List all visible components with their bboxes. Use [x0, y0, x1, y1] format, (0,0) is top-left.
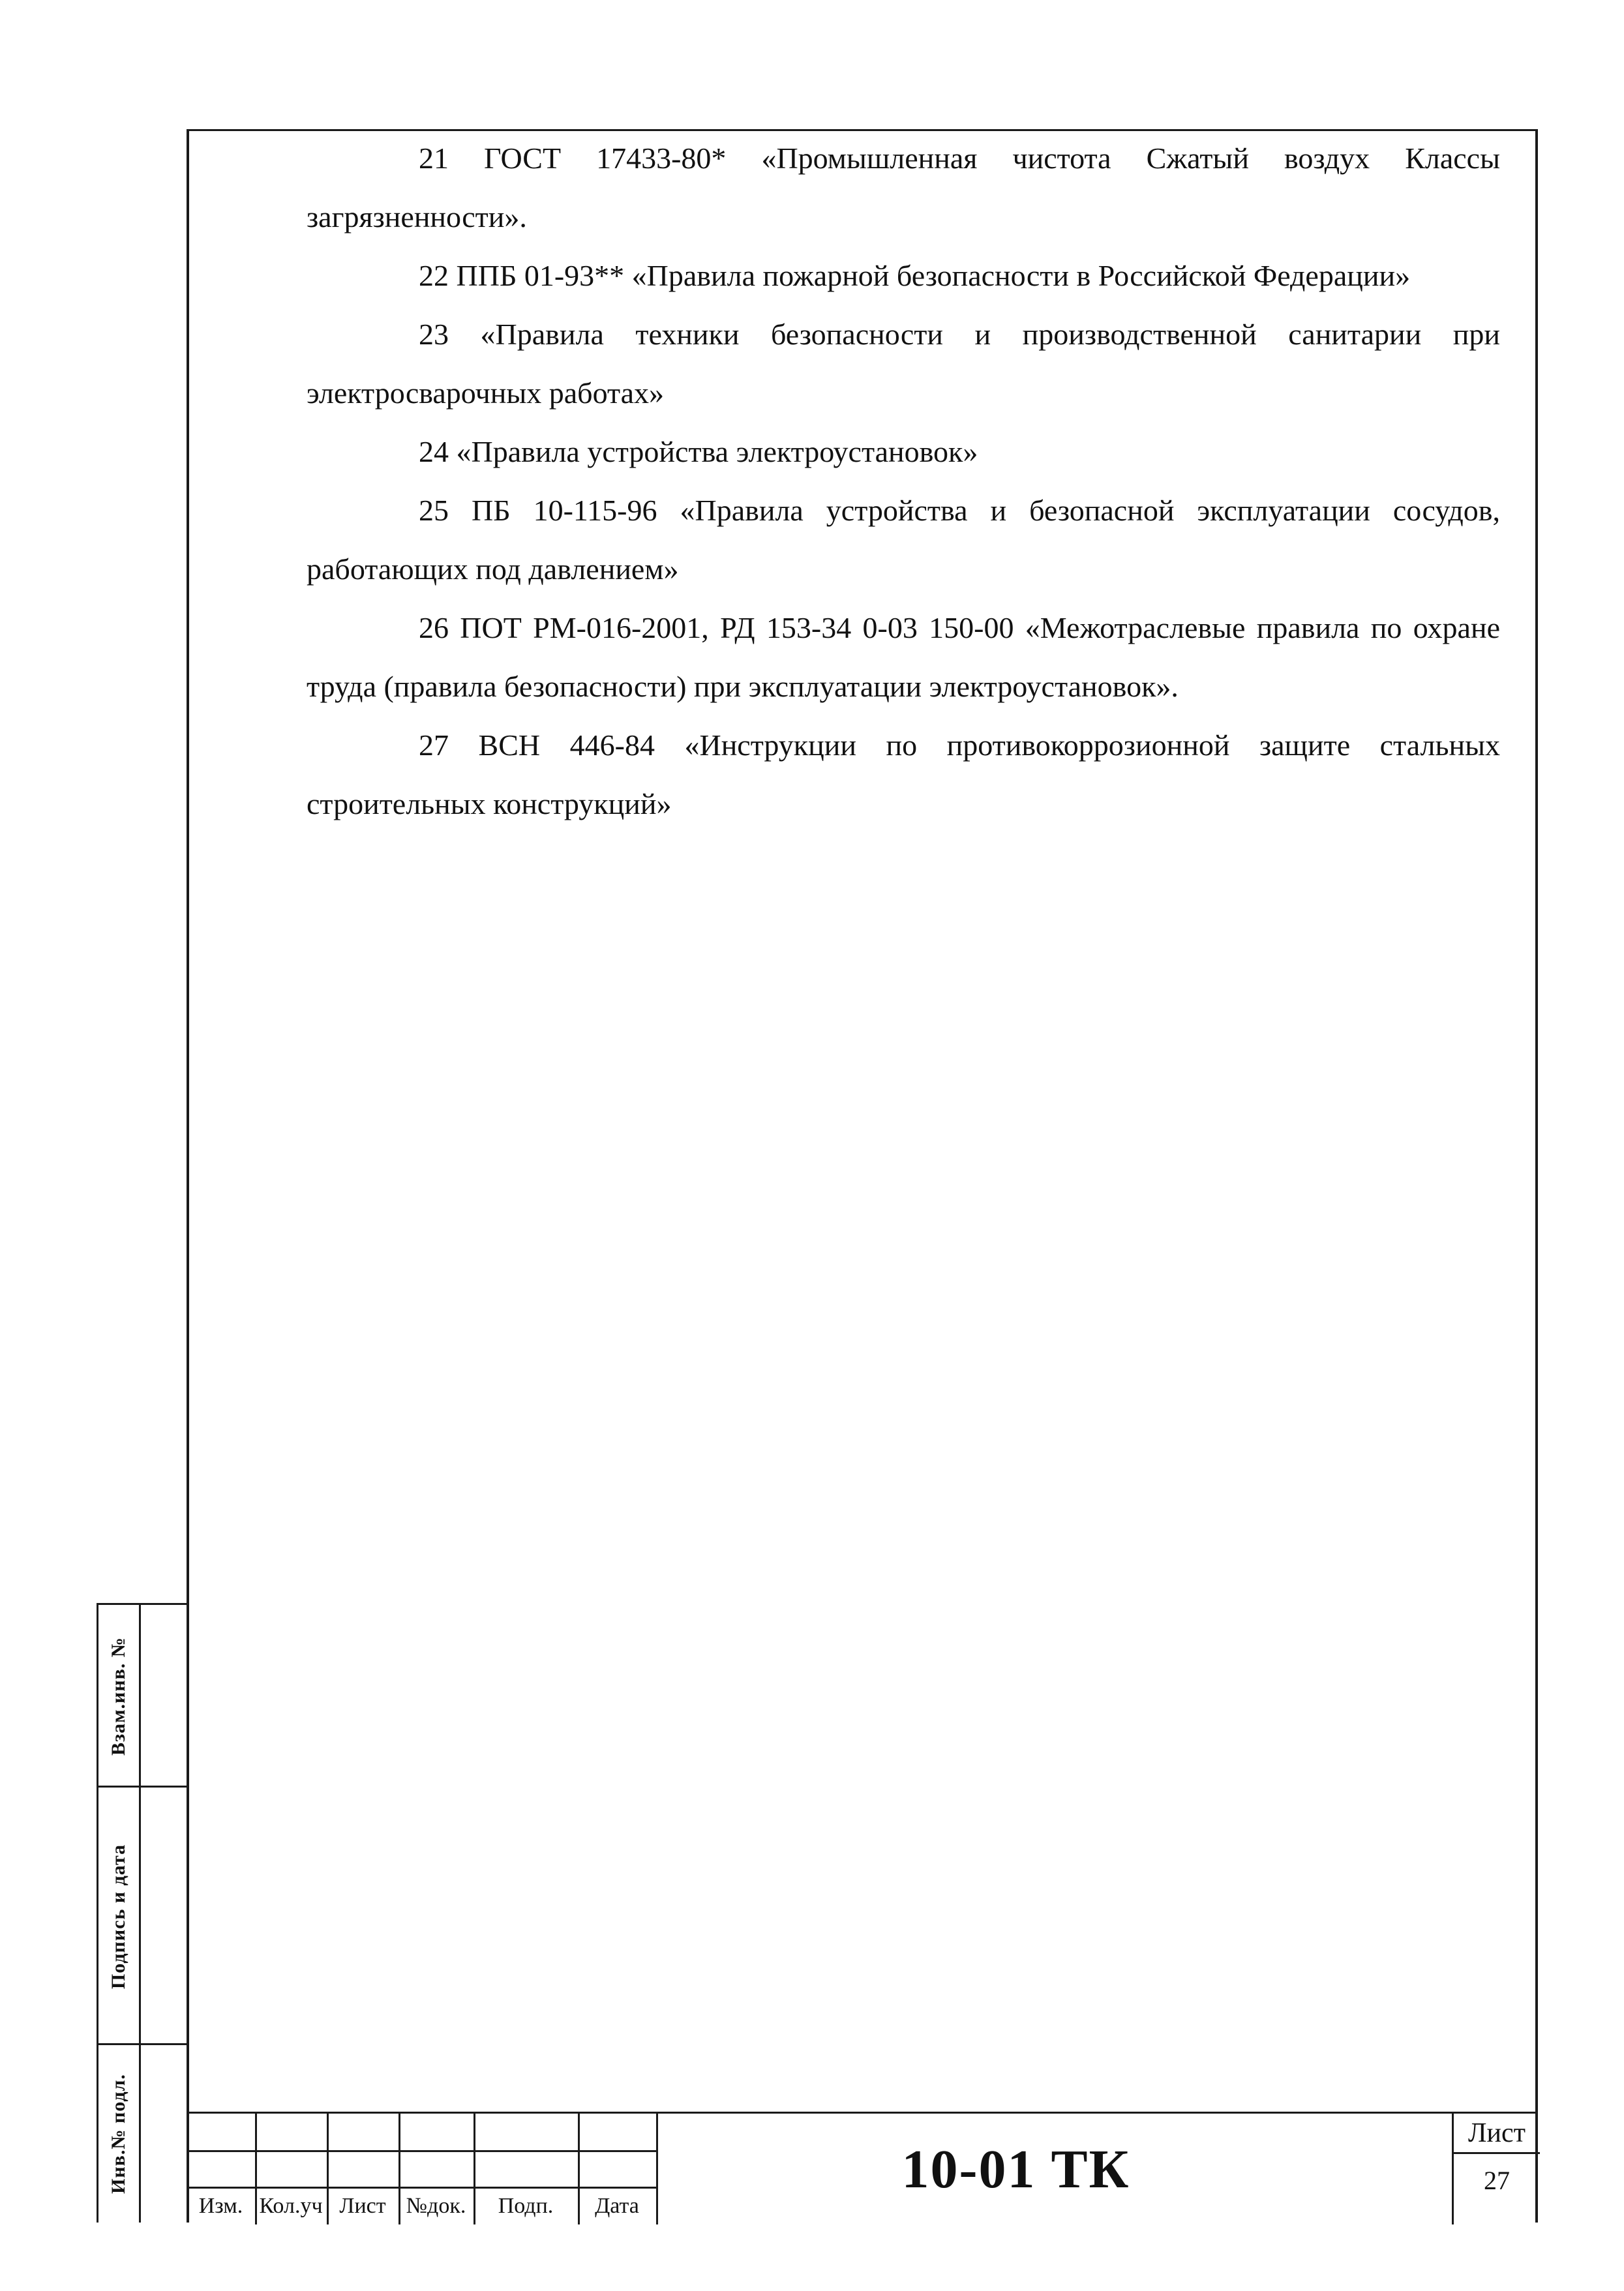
reference-item: 25 ПБ 10-115-96 «Правила устройства и безопасной эксплуатации сосудов, работающих под давлением» [307, 494, 1500, 586]
reference-item: 22 ППБ 01-93** «Правила пожарной безопасности в Российской Федерации» [419, 259, 1411, 292]
title-block [187, 2112, 1538, 2223]
side-label-podpis: Подпись и дата [108, 1844, 129, 1989]
side-label-inv-podl: Инв.№ подл. [108, 2074, 129, 2194]
side-stamp-strip [97, 1603, 187, 2223]
col-header-kol: Кол.уч [259, 2194, 323, 2218]
revision-grid [187, 2114, 656, 2224]
col-header-izm: Изм. [198, 2194, 243, 2218]
reference-item: 23 «Правила техники безопасности и производственной санитарии при электросварочных работах» [307, 318, 1500, 410]
references-list [307, 129, 1500, 833]
side-label-vzam: Взам.инв. № [108, 1637, 130, 1756]
sheet-label: Лист [1454, 2114, 1540, 2154]
reference-item: 27 ВСН 446-84 «Инструкции по противокоррозионной защите стальных строительных конструкций» [307, 728, 1500, 820]
col-header-list: Лист [339, 2194, 386, 2218]
col-header-podp: Подп. [498, 2194, 554, 2218]
document-code: 10-01 ТК [656, 2114, 1374, 2224]
sheet-box [1452, 2114, 1538, 2224]
reference-item: 21 ГОСТ 17433-80* «Промышленная чистота Сжатый воздух Классы загрязненности». [307, 142, 1500, 233]
reference-item: 24 «Правила устройства электроустановок» [419, 435, 978, 468]
col-header-data: Дата [595, 2194, 639, 2218]
col-header-ndok: №док. [406, 2194, 466, 2218]
sheet-number: 27 [1484, 2165, 1510, 2195]
reference-item: 26 ПОТ РМ-016-2001, РД 153-34 0-03 150-00 «Межотраслевые правила по охране труда (правила безопасности) при эксплуатации электроустановок». [307, 611, 1500, 703]
